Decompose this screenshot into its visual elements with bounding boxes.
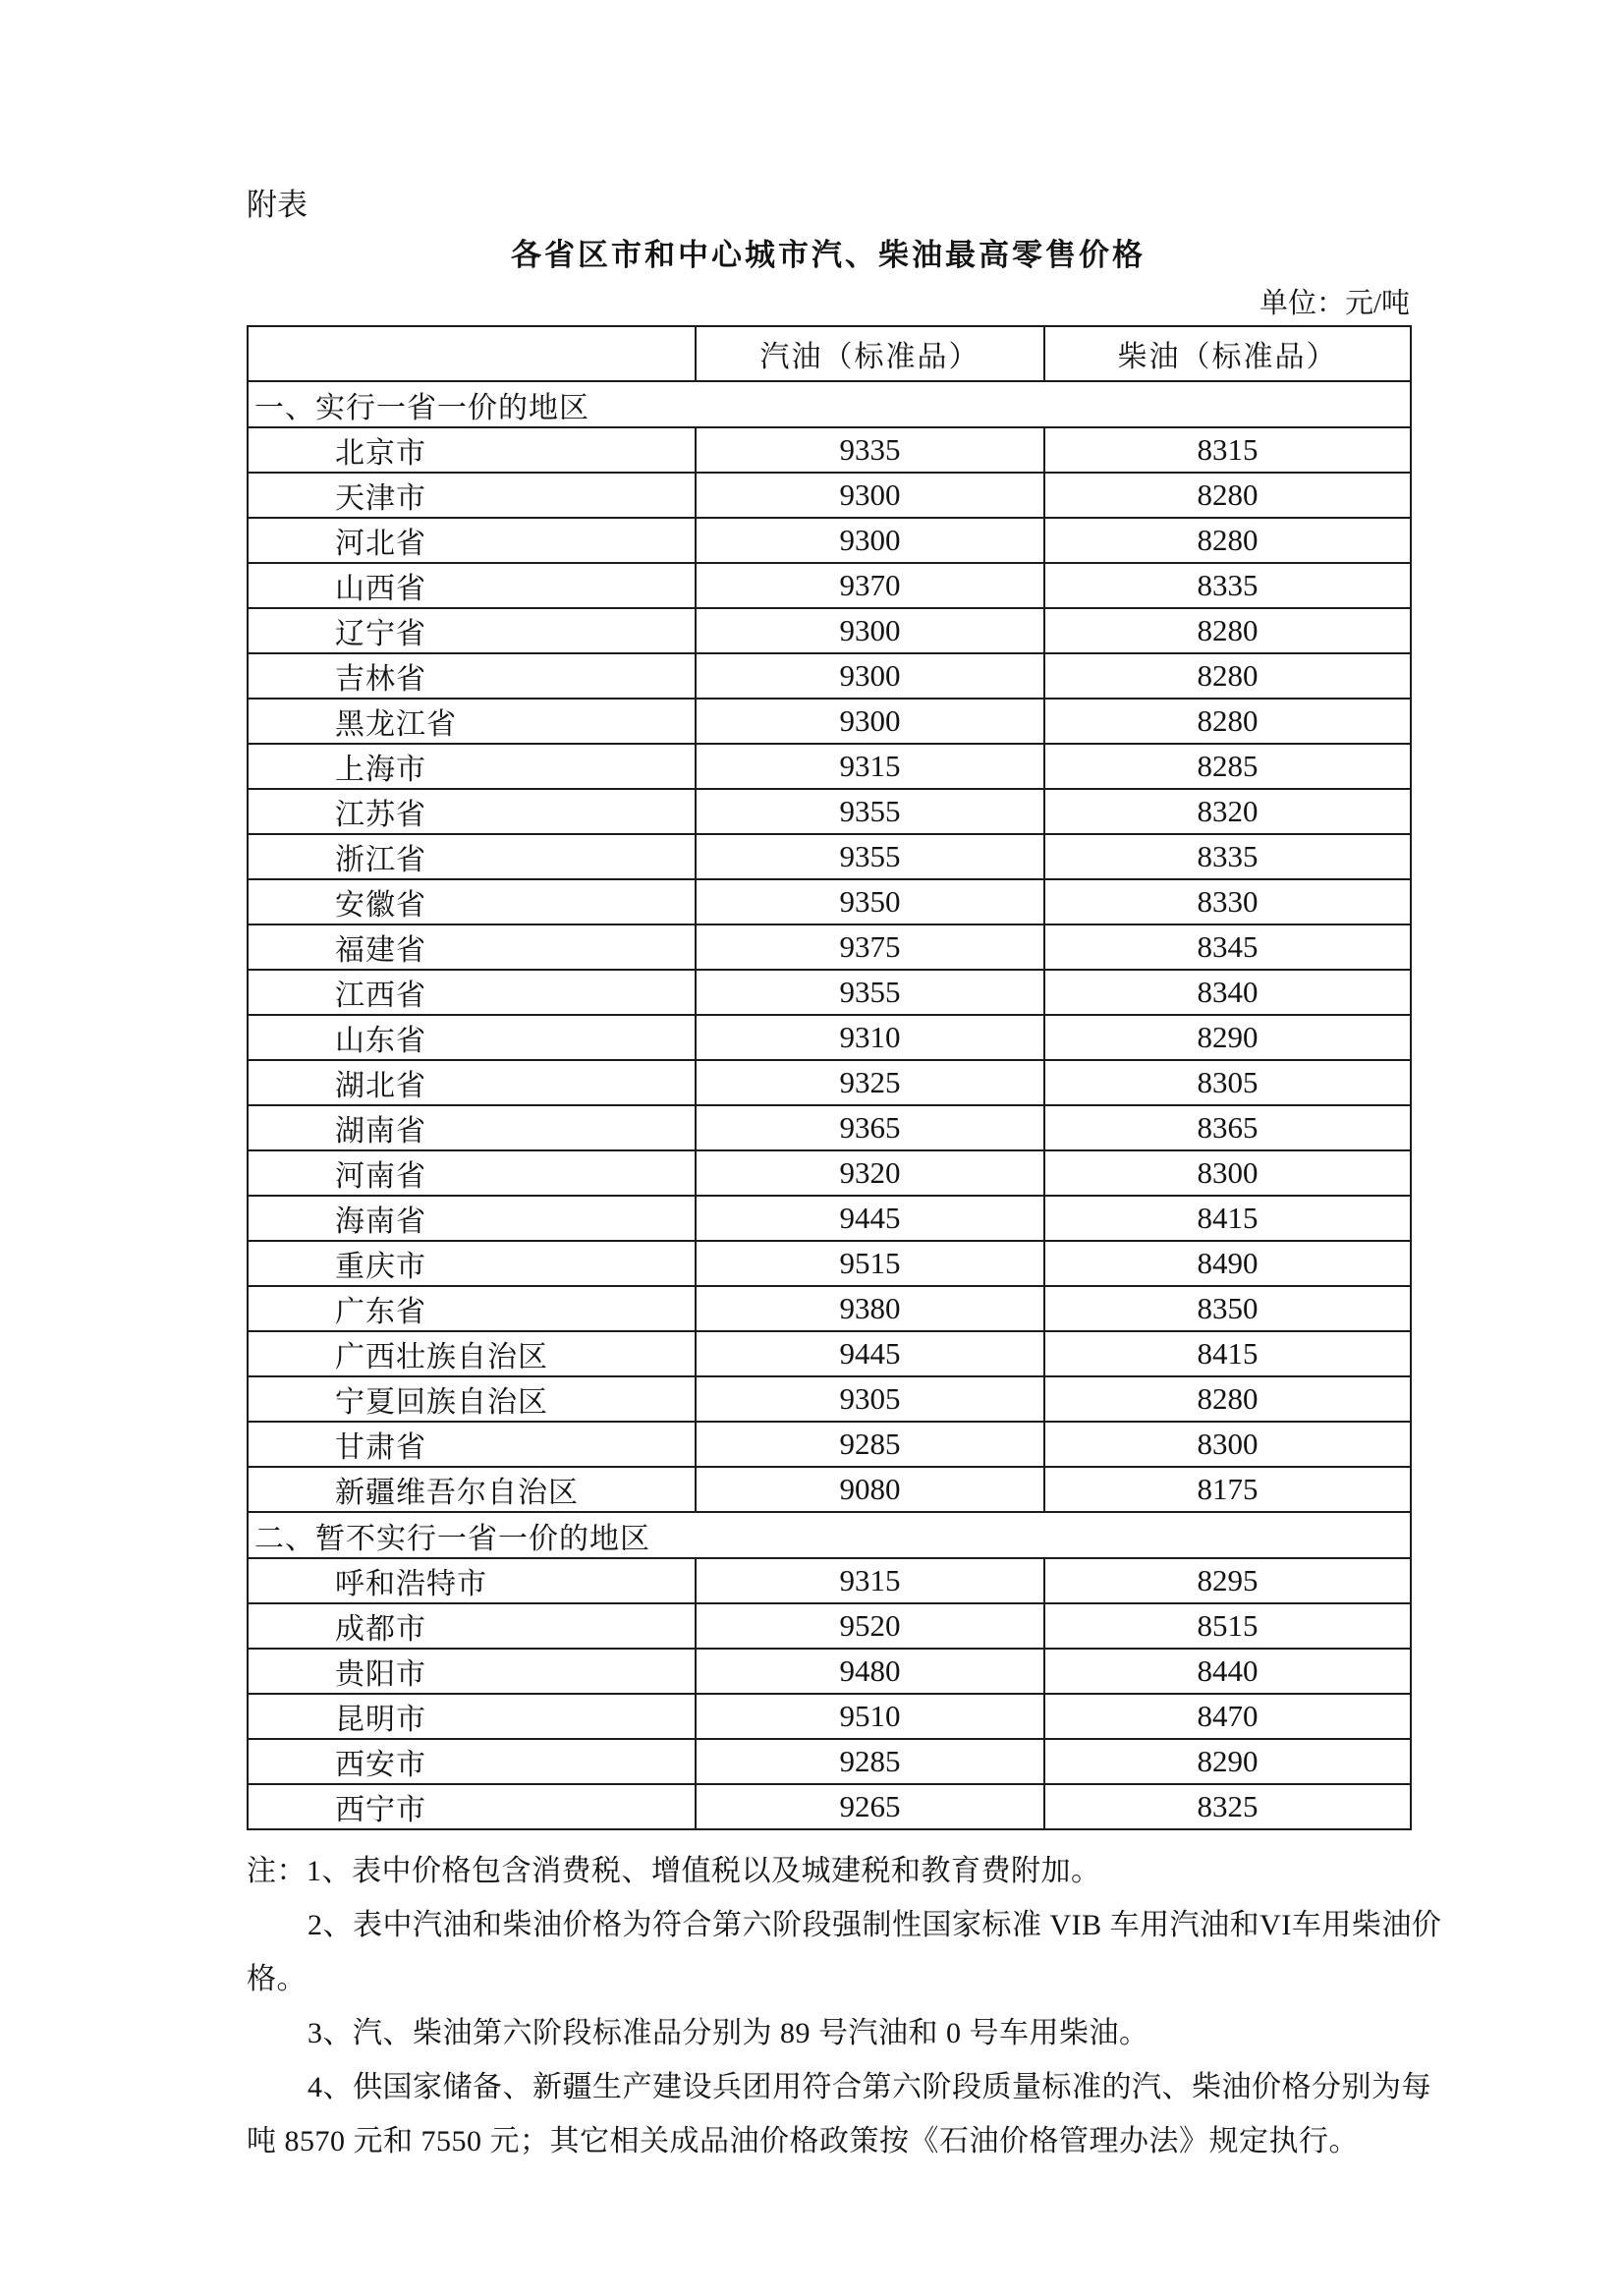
gasoline-price-cell: 9315	[696, 1558, 1044, 1603]
gasoline-price-cell: 9365	[696, 1105, 1044, 1150]
table-row	[248, 1422, 1411, 1467]
diesel-price-cell: 8330	[1044, 879, 1411, 924]
gasoline-price-cell: 9335	[696, 427, 1044, 473]
diesel-price-cell: 8285	[1044, 744, 1411, 789]
gasoline-price-cell: 9370	[696, 563, 1044, 608]
region-cell: 江西省	[248, 970, 696, 1015]
diesel-price-cell: 8280	[1044, 1376, 1411, 1422]
note-line: 吨 8570 元和 7550 元；其它相关成品油价格政策按《石油价格管理办法》规定执行。	[247, 2125, 1359, 2157]
section-header-row	[248, 1512, 1411, 1558]
gasoline-price-cell: 9350	[696, 879, 1044, 924]
unit-label: 单位：元/吨	[1259, 288, 1410, 319]
table-row	[248, 1467, 1411, 1512]
gasoline-price-cell: 9300	[696, 699, 1044, 744]
table-row	[248, 970, 1411, 1015]
table-row	[248, 1241, 1411, 1286]
diesel-price-cell: 8470	[1044, 1694, 1411, 1739]
diesel-price-cell: 8350	[1044, 1286, 1411, 1331]
diesel-price-cell: 8345	[1044, 924, 1411, 970]
table-row	[248, 563, 1411, 608]
table-row	[248, 1286, 1411, 1331]
gasoline-price-cell: 9300	[696, 608, 1044, 653]
table-row	[248, 1150, 1411, 1196]
note-line: 注：1、表中价格包含消费税、增值税以及城建税和教育费附加。	[247, 1855, 1101, 1887]
col-header-region	[248, 326, 696, 381]
diesel-price-cell: 8280	[1044, 608, 1411, 653]
table-row	[248, 518, 1411, 563]
header-row	[248, 326, 1411, 381]
gasoline-price-cell: 9300	[696, 473, 1044, 518]
col-header-diesel: 柴油（标准品）	[1044, 326, 1411, 381]
page-title: 各省区市和中心城市汽、柴油最高零售价格	[511, 238, 1146, 272]
table-row	[248, 744, 1411, 789]
diesel-price-cell: 8415	[1044, 1331, 1411, 1376]
diesel-price-cell: 8295	[1044, 1558, 1411, 1603]
gasoline-price-cell: 9355	[696, 834, 1044, 879]
note-line: 3、汽、柴油第六阶段标准品分别为 89 号汽油和 0 号车用柴油。	[308, 2017, 1149, 2049]
table-row	[248, 924, 1411, 970]
gasoline-price-cell: 9320	[696, 1150, 1044, 1196]
gasoline-price-cell: 9515	[696, 1241, 1044, 1286]
diesel-price-cell: 8340	[1044, 970, 1411, 1015]
region-cell: 宁夏回族自治区	[248, 1376, 696, 1422]
table-row	[248, 1558, 1411, 1603]
region-cell: 重庆市	[248, 1241, 696, 1286]
region-cell: 上海市	[248, 744, 696, 789]
gasoline-price-cell: 9355	[696, 970, 1044, 1015]
region-cell: 黑龙江省	[248, 699, 696, 744]
gasoline-price-cell: 9325	[696, 1060, 1044, 1105]
region-cell: 河北省	[248, 518, 696, 563]
section-header-row	[248, 381, 1411, 427]
region-cell: 湖北省	[248, 1060, 696, 1105]
table-row	[248, 1196, 1411, 1241]
gasoline-price-cell: 9310	[696, 1015, 1044, 1060]
gasoline-price-cell: 9285	[696, 1422, 1044, 1467]
diesel-price-cell: 8515	[1044, 1603, 1411, 1649]
gasoline-price-cell: 9300	[696, 653, 1044, 699]
gasoline-price-cell: 9445	[696, 1331, 1044, 1376]
region-cell: 成都市	[248, 1603, 696, 1649]
table-row	[248, 1331, 1411, 1376]
region-cell: 广东省	[248, 1286, 696, 1331]
region-cell: 北京市	[248, 427, 696, 473]
region-cell: 海南省	[248, 1196, 696, 1241]
table-row	[248, 1694, 1411, 1739]
gasoline-price-cell: 9480	[696, 1649, 1044, 1694]
table-row	[248, 1784, 1411, 1829]
table-row	[248, 1060, 1411, 1105]
region-cell: 湖南省	[248, 1105, 696, 1150]
table-row	[248, 1376, 1411, 1422]
section-header-label: 一、实行一省一价的地区	[248, 381, 1411, 427]
price-table	[247, 325, 1412, 1830]
gasoline-price-cell: 9315	[696, 744, 1044, 789]
table-row	[248, 699, 1411, 744]
table-row	[248, 1015, 1411, 1060]
diesel-price-cell: 8365	[1044, 1105, 1411, 1150]
gasoline-price-cell: 9375	[696, 924, 1044, 970]
note-line: 2、表中汽油和柴油价格为符合第六阶段强制性国家标准 VIB 车用汽油和VI车用柴油价	[308, 1909, 1442, 1941]
region-cell: 河南省	[248, 1150, 696, 1196]
gasoline-price-cell: 9510	[696, 1694, 1044, 1739]
diesel-price-cell: 8280	[1044, 699, 1411, 744]
region-cell: 天津市	[248, 473, 696, 518]
appendix-label: 附表	[247, 188, 308, 222]
diesel-price-cell: 8320	[1044, 789, 1411, 834]
table-row	[248, 879, 1411, 924]
note-line: 4、供国家储备、新疆生产建设兵团用符合第六阶段质量标准的汽、柴油价格分别为每	[308, 2071, 1431, 2103]
diesel-price-cell: 8300	[1044, 1150, 1411, 1196]
region-cell: 辽宁省	[248, 608, 696, 653]
diesel-price-cell: 8440	[1044, 1649, 1411, 1694]
table-row	[248, 608, 1411, 653]
diesel-price-cell: 8175	[1044, 1467, 1411, 1512]
region-cell: 甘肃省	[248, 1422, 696, 1467]
col-header-gasoline: 汽油（标准品）	[696, 326, 1044, 381]
diesel-price-cell: 8415	[1044, 1196, 1411, 1241]
section-header-label: 二、暂不实行一省一价的地区	[248, 1512, 1411, 1558]
table-row	[248, 1105, 1411, 1150]
table-row	[248, 427, 1411, 473]
diesel-price-cell: 8290	[1044, 1015, 1411, 1060]
region-cell: 广西壮族自治区	[248, 1331, 696, 1376]
table-row	[248, 473, 1411, 518]
gasoline-price-cell: 9355	[696, 789, 1044, 834]
diesel-price-cell: 8490	[1044, 1241, 1411, 1286]
region-cell: 浙江省	[248, 834, 696, 879]
region-cell: 西安市	[248, 1739, 696, 1784]
price-table-body	[248, 381, 1411, 1829]
gasoline-price-cell: 9520	[696, 1603, 1044, 1649]
region-cell: 山东省	[248, 1015, 696, 1060]
gasoline-price-cell: 9445	[696, 1196, 1044, 1241]
region-cell: 昆明市	[248, 1694, 696, 1739]
price-table-header	[248, 326, 1411, 381]
diesel-price-cell: 8335	[1044, 834, 1411, 879]
gasoline-price-cell: 9285	[696, 1739, 1044, 1784]
table-row	[248, 1649, 1411, 1694]
diesel-price-cell: 8300	[1044, 1422, 1411, 1467]
region-cell: 福建省	[248, 924, 696, 970]
diesel-price-cell: 8315	[1044, 427, 1411, 473]
diesel-price-cell: 8290	[1044, 1739, 1411, 1784]
region-cell: 江苏省	[248, 789, 696, 834]
diesel-price-cell: 8280	[1044, 473, 1411, 518]
gasoline-price-cell: 9300	[696, 518, 1044, 563]
table-row	[248, 834, 1411, 879]
region-cell: 安徽省	[248, 879, 696, 924]
table-row	[248, 789, 1411, 834]
region-cell: 新疆维吾尔自治区	[248, 1467, 696, 1512]
table-row	[248, 1603, 1411, 1649]
gasoline-price-cell: 9265	[696, 1784, 1044, 1829]
document-content	[247, 187, 1442, 2168]
diesel-price-cell: 8305	[1044, 1060, 1411, 1105]
table-row	[248, 1739, 1411, 1784]
region-cell: 山西省	[248, 563, 696, 608]
gasoline-price-cell: 9305	[696, 1376, 1044, 1422]
gasoline-price-cell: 9380	[696, 1286, 1044, 1331]
region-cell: 西宁市	[248, 1784, 696, 1829]
note-line: 格。	[247, 1963, 307, 1995]
diesel-price-cell: 8280	[1044, 518, 1411, 563]
diesel-price-cell: 8335	[1044, 563, 1411, 608]
gasoline-price-cell: 9080	[696, 1467, 1044, 1512]
notes-block	[247, 1844, 1442, 2168]
diesel-price-cell: 8280	[1044, 653, 1411, 699]
region-cell: 呼和浩特市	[248, 1558, 696, 1603]
table-row	[248, 653, 1411, 699]
region-cell: 贵阳市	[248, 1649, 696, 1694]
region-cell: 吉林省	[248, 653, 696, 699]
diesel-price-cell: 8325	[1044, 1784, 1411, 1829]
